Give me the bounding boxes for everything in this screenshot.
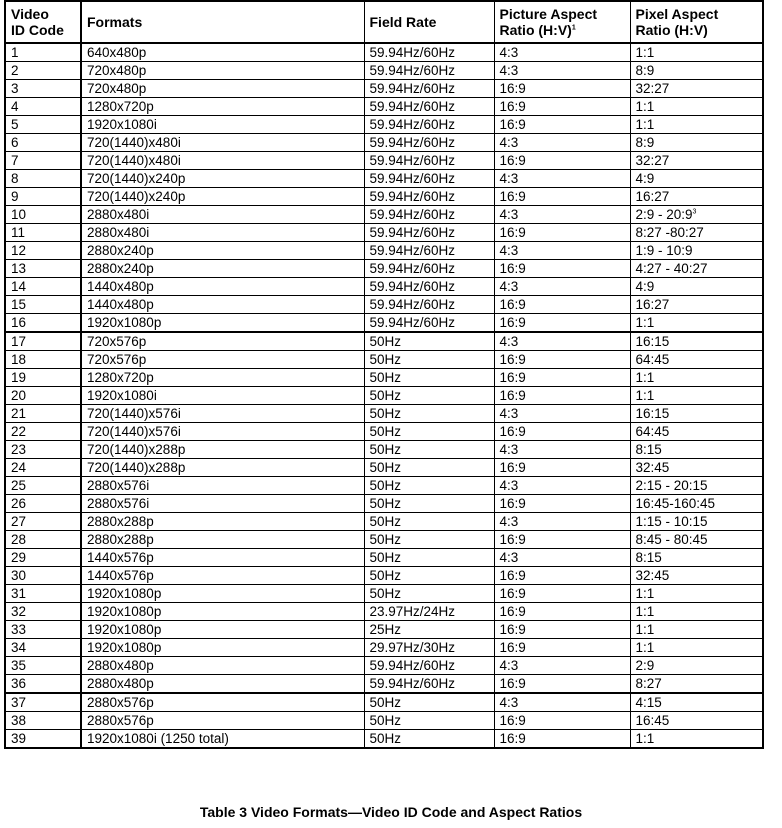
cell-pixel-aspect: 8:9 (630, 134, 763, 152)
table-row (5, 296, 763, 314)
cell-video-id-code: 3 (5, 80, 81, 98)
cell-format: 1920x1080i (81, 387, 364, 405)
footnote-marker: 3 (692, 208, 697, 216)
cell-video-id-code: 9 (5, 188, 81, 206)
cell-field-rate: 50Hz (364, 369, 494, 387)
cell-pixel-aspect: 64:45 (630, 423, 763, 441)
cell-pixel-aspect: 16:45-160:45 (630, 495, 763, 513)
cell-picture-aspect: 16:9 (494, 351, 630, 369)
cell-pixel-aspect: 1:1 (630, 314, 763, 333)
cell-pixel-aspect: 8:9 (630, 62, 763, 80)
table-row (5, 80, 763, 98)
cell-field-rate: 59.94Hz/60Hz (364, 260, 494, 278)
table-row (5, 260, 763, 278)
cell-field-rate: 59.94Hz/60Hz (364, 224, 494, 242)
cell-format: 720x576p (81, 351, 364, 369)
cell-video-id-code: 20 (5, 387, 81, 405)
cell-picture-aspect: 16:9 (494, 116, 630, 134)
cell-pixel-aspect: 1:1 (630, 603, 763, 621)
cell-video-id-code: 17 (5, 332, 81, 351)
header-row (5, 1, 763, 43)
cell-video-id-code: 16 (5, 314, 81, 333)
footnote-marker: 1 (571, 24, 576, 32)
cell-video-id-code: 21 (5, 405, 81, 423)
cell-pixel-aspect: 4:15 (630, 693, 763, 712)
cell-picture-aspect: 16:9 (494, 188, 630, 206)
cell-format: 1920x1080p (81, 603, 364, 621)
table-row (5, 116, 763, 134)
cell-picture-aspect: 16:9 (494, 423, 630, 441)
cell-picture-aspect: 16:9 (494, 585, 630, 603)
cell-video-id-code: 18 (5, 351, 81, 369)
cell-picture-aspect: 16:9 (494, 152, 630, 170)
cell-field-rate: 50Hz (364, 351, 494, 369)
table-row (5, 459, 763, 477)
cell-video-id-code: 5 (5, 116, 81, 134)
cell-format: 720(1440)x288p (81, 441, 364, 459)
table-row (5, 43, 763, 62)
cell-picture-aspect: 16:9 (494, 296, 630, 314)
cell-field-rate: 59.94Hz/60Hz (364, 188, 494, 206)
cell-format: 2880x288p (81, 531, 364, 549)
cell-field-rate: 59.94Hz/60Hz (364, 152, 494, 170)
cell-video-id-code: 13 (5, 260, 81, 278)
cell-format: 1920x1080i (81, 116, 364, 134)
table-row (5, 98, 763, 116)
cell-video-id-code: 27 (5, 513, 81, 531)
cell-picture-aspect: 4:3 (494, 549, 630, 567)
cell-video-id-code: 24 (5, 459, 81, 477)
cell-field-rate: 50Hz (364, 332, 494, 351)
table-row (5, 387, 763, 405)
cell-field-rate: 50Hz (364, 549, 494, 567)
cell-format: 1440x576p (81, 567, 364, 585)
cell-picture-aspect: 16:9 (494, 675, 630, 694)
cell-field-rate: 50Hz (364, 477, 494, 495)
cell-pixel-aspect: 1:1 (630, 387, 763, 405)
table-caption: Table 3 Video Formats—Video ID Code and Aspect Ratios (199, 804, 583, 820)
cell-picture-aspect: 4:3 (494, 206, 630, 224)
cell-picture-aspect: 4:3 (494, 405, 630, 423)
document-page (4, 0, 762, 749)
cell-picture-aspect: 4:3 (494, 170, 630, 188)
cell-field-rate: 59.94Hz/60Hz (364, 134, 494, 152)
cell-format: 1280x720p (81, 369, 364, 387)
cell-format: 2880x240p (81, 260, 364, 278)
cell-video-id-code: 34 (5, 639, 81, 657)
table-row (5, 188, 763, 206)
header-formats: Formats (81, 1, 364, 43)
cell-pixel-aspect: 4:9 (630, 170, 763, 188)
cell-pixel-aspect: 8:27 (630, 675, 763, 694)
cell-picture-aspect: 4:3 (494, 278, 630, 296)
table-row (5, 314, 763, 333)
cell-video-id-code: 4 (5, 98, 81, 116)
cell-picture-aspect: 16:9 (494, 260, 630, 278)
cell-field-rate: 50Hz (364, 423, 494, 441)
cell-format: 1920x1080p (81, 585, 364, 603)
cell-video-id-code: 37 (5, 693, 81, 712)
cell-field-rate: 59.94Hz/60Hz (364, 206, 494, 224)
cell-picture-aspect: 4:3 (494, 62, 630, 80)
cell-pixel-aspect: 8:15 (630, 549, 763, 567)
cell-video-id-code: 36 (5, 675, 81, 694)
cell-format: 1920x1080i (1250 total) (81, 730, 364, 749)
cell-pixel-aspect: 2:15 - 20:15 (630, 477, 763, 495)
cell-picture-aspect: 4:3 (494, 477, 630, 495)
cell-picture-aspect: 16:9 (494, 314, 630, 333)
header-field-rate: Field Rate (364, 1, 494, 43)
cell-pixel-aspect: 4:9 (630, 278, 763, 296)
cell-field-rate: 59.94Hz/60Hz (364, 62, 494, 80)
cell-format: 2880x576i (81, 477, 364, 495)
cell-pixel-aspect: 4:27 - 40:27 (630, 260, 763, 278)
cell-picture-aspect: 4:3 (494, 43, 630, 62)
table-row (5, 134, 763, 152)
cell-pixel-aspect: 2:9 - $20:9^3$ (630, 206, 763, 224)
cell-field-rate: 59.94Hz/60Hz (364, 43, 494, 62)
table-row (5, 531, 763, 549)
cell-video-id-code: 39 (5, 730, 81, 749)
cell-video-id-code: 10 (5, 206, 81, 224)
cell-format: 2880x576p (81, 712, 364, 730)
cell-format: 1920x1080p (81, 639, 364, 657)
cell-picture-aspect: 16:9 (494, 531, 630, 549)
header-video-id-code: Video ID Code (5, 1, 81, 43)
cell-format: 1440x576p (81, 549, 364, 567)
cell-field-rate: 25Hz (364, 621, 494, 639)
cell-video-id-code: 38 (5, 712, 81, 730)
cell-pixel-aspect: 1:1 (630, 116, 763, 134)
cell-picture-aspect: 16:9 (494, 639, 630, 657)
table-row (5, 693, 763, 712)
table-row (5, 712, 763, 730)
cell-video-id-code: 22 (5, 423, 81, 441)
cell-video-id-code: 26 (5, 495, 81, 513)
cell-format: 2880x480p (81, 675, 364, 694)
cell-picture-aspect: 16:9 (494, 369, 630, 387)
cell-pixel-aspect: 1:15 - 10:15 (630, 513, 763, 531)
cell-picture-aspect: 4:3 (494, 134, 630, 152)
cell-video-id-code: 8 (5, 170, 81, 188)
table-row (5, 152, 763, 170)
header-pixel-aspect-ratio: Pixel Aspect Ratio (H:V) (630, 1, 763, 43)
cell-format: 2880x480i (81, 224, 364, 242)
cell-format: 2880x240p (81, 242, 364, 260)
cell-pixel-aspect: 16:27 (630, 296, 763, 314)
cell-picture-aspect: 16:9 (494, 495, 630, 513)
cell-field-rate: 59.94Hz/60Hz (364, 98, 494, 116)
cell-picture-aspect: 4:3 (494, 332, 630, 351)
cell-video-id-code: 32 (5, 603, 81, 621)
cell-format: 2880x480i (81, 206, 364, 224)
cell-picture-aspect: 16:9 (494, 567, 630, 585)
cell-picture-aspect: 4:3 (494, 513, 630, 531)
table-row (5, 351, 763, 369)
cell-video-id-code: 11 (5, 224, 81, 242)
cell-format: 1440x480p (81, 296, 364, 314)
cell-video-id-code: 7 (5, 152, 81, 170)
cell-pixel-aspect: 16:15 (630, 332, 763, 351)
cell-format: 720(1440)x240p (81, 170, 364, 188)
cell-pixel-aspect: 32:45 (630, 459, 763, 477)
cell-picture-aspect: 16:9 (494, 224, 630, 242)
cell-field-rate: 23.97Hz/24Hz (364, 603, 494, 621)
table-row (5, 369, 763, 387)
table-row (5, 224, 763, 242)
cell-video-id-code: 25 (5, 477, 81, 495)
cell-format: 720(1440)x576i (81, 423, 364, 441)
table-row (5, 675, 763, 694)
cell-format: 2880x576i (81, 495, 364, 513)
table-row (5, 621, 763, 639)
table-row (5, 206, 763, 224)
cell-format: 2880x288p (81, 513, 364, 531)
cell-pixel-aspect: 1:1 (630, 639, 763, 657)
table-row (5, 495, 763, 513)
cell-format: 1920x1080p (81, 621, 364, 639)
cell-field-rate: 59.94Hz/60Hz (364, 116, 494, 134)
cell-field-rate: 59.94Hz/60Hz (364, 314, 494, 333)
table-row (5, 585, 763, 603)
cell-video-id-code: 14 (5, 278, 81, 296)
cell-pixel-aspect: 64:45 (630, 351, 763, 369)
cell-video-id-code: 1 (5, 43, 81, 62)
table-row (5, 549, 763, 567)
cell-pixel-aspect: 8:45 - 80:45 (630, 531, 763, 549)
cell-field-rate: 59.94Hz/60Hz (364, 296, 494, 314)
table-row (5, 278, 763, 296)
cell-picture-aspect: 16:9 (494, 387, 630, 405)
cell-format: 720(1440)x576i (81, 405, 364, 423)
table-row (5, 441, 763, 459)
table-body (5, 43, 763, 748)
cell-pixel-aspect: 1:9 - 10:9 (630, 242, 763, 260)
table-row (5, 405, 763, 423)
cell-field-rate: 50Hz (364, 585, 494, 603)
cell-pixel-aspect: 32:27 (630, 80, 763, 98)
cell-picture-aspect: 4:3 (494, 657, 630, 675)
cell-pixel-aspect: 8:27 -80:27 (630, 224, 763, 242)
cell-format: 720(1440)x288p (81, 459, 364, 477)
table-row (5, 170, 763, 188)
cell-pixel-aspect: 16:15 (630, 405, 763, 423)
cell-video-id-code: 12 (5, 242, 81, 260)
cell-pixel-aspect: 1:1 (630, 730, 763, 749)
cell-format: 2880x480p (81, 657, 364, 675)
cell-video-id-code: 6 (5, 134, 81, 152)
table-row (5, 639, 763, 657)
table-row (5, 423, 763, 441)
cell-pixel-aspect: 1:1 (630, 621, 763, 639)
cell-field-rate: 29.97Hz/30Hz (364, 639, 494, 657)
cell-pixel-aspect: 16:45 (630, 712, 763, 730)
cell-field-rate: 50Hz (364, 513, 494, 531)
table-row (5, 62, 763, 80)
cell-field-rate: 50Hz (364, 405, 494, 423)
cell-format: 720x480p (81, 62, 364, 80)
cell-picture-aspect: 16:9 (494, 712, 630, 730)
table-row (5, 730, 763, 749)
cell-field-rate: 50Hz (364, 531, 494, 549)
cell-format: 720(1440)x240p (81, 188, 364, 206)
table-row (5, 477, 763, 495)
cell-field-rate: 50Hz (364, 567, 494, 585)
cell-field-rate: 59.94Hz/60Hz (364, 80, 494, 98)
cell-field-rate: 59.94Hz/60Hz (364, 675, 494, 694)
cell-format: 720(1440)x480i (81, 152, 364, 170)
cell-pixel-aspect: 1:1 (630, 585, 763, 603)
cell-field-rate: 50Hz (364, 693, 494, 712)
table-row (5, 657, 763, 675)
table-row (5, 332, 763, 351)
cell-video-id-code: 19 (5, 369, 81, 387)
cell-video-id-code: 15 (5, 296, 81, 314)
cell-pixel-aspect: 2:9 (630, 657, 763, 675)
cell-format: 1920x1080p (81, 314, 364, 333)
cell-picture-aspect: 16:9 (494, 603, 630, 621)
cell-field-rate: 50Hz (364, 387, 494, 405)
cell-video-id-code: 2 (5, 62, 81, 80)
cell-format: 720(1440)x480i (81, 134, 364, 152)
cell-pixel-aspect: 8:15 (630, 441, 763, 459)
cell-picture-aspect: 16:9 (494, 459, 630, 477)
table-row (5, 567, 763, 585)
cell-format: 2880x576p (81, 693, 364, 712)
cell-format: 1280x720p (81, 98, 364, 116)
cell-field-rate: 59.94Hz/60Hz (364, 170, 494, 188)
cell-pixel-aspect: 16:27 (630, 188, 763, 206)
cell-format: 1440x480p (81, 278, 364, 296)
cell-format: 720x576p (81, 332, 364, 351)
cell-field-rate: 50Hz (364, 730, 494, 749)
cell-picture-aspect: 16:9 (494, 621, 630, 639)
cell-format: 640x480p (81, 43, 364, 62)
cell-pixel-aspect: 32:27 (630, 152, 763, 170)
cell-video-id-code: 28 (5, 531, 81, 549)
cell-video-id-code: 31 (5, 585, 81, 603)
cell-picture-aspect: 4:3 (494, 693, 630, 712)
cell-field-rate: 59.94Hz/60Hz (364, 278, 494, 296)
cell-pixel-aspect: 1:1 (630, 43, 763, 62)
cell-field-rate: 50Hz (364, 712, 494, 730)
table-row (5, 242, 763, 260)
table-header (5, 1, 763, 43)
cell-field-rate: 59.94Hz/60Hz (364, 657, 494, 675)
cell-field-rate: 50Hz (364, 459, 494, 477)
cell-field-rate: 50Hz (364, 441, 494, 459)
cell-video-id-code: 29 (5, 549, 81, 567)
cell-pixel-aspect: 1:1 (630, 98, 763, 116)
cell-picture-aspect: 16:9 (494, 98, 630, 116)
header-picture-aspect-ratio: Picture Aspect Ratio (H:V)$^1$ (494, 1, 630, 43)
cell-format: 720x480p (81, 80, 364, 98)
cell-picture-aspect: 4:3 (494, 242, 630, 260)
cell-picture-aspect: 4:3 (494, 441, 630, 459)
cell-field-rate: 50Hz (364, 495, 494, 513)
table-row (5, 513, 763, 531)
cell-video-id-code: 30 (5, 567, 81, 585)
cell-video-id-code: 35 (5, 657, 81, 675)
cell-field-rate: 59.94Hz/60Hz (364, 242, 494, 260)
cell-picture-aspect: 16:9 (494, 80, 630, 98)
cell-video-id-code: 23 (5, 441, 81, 459)
cell-pixel-aspect: 1:1 (630, 369, 763, 387)
cell-video-id-code: 33 (5, 621, 81, 639)
cell-pixel-aspect: 32:45 (630, 567, 763, 585)
video-formats-table (4, 0, 764, 749)
table-row (5, 603, 763, 621)
cell-picture-aspect: 16:9 (494, 730, 630, 749)
